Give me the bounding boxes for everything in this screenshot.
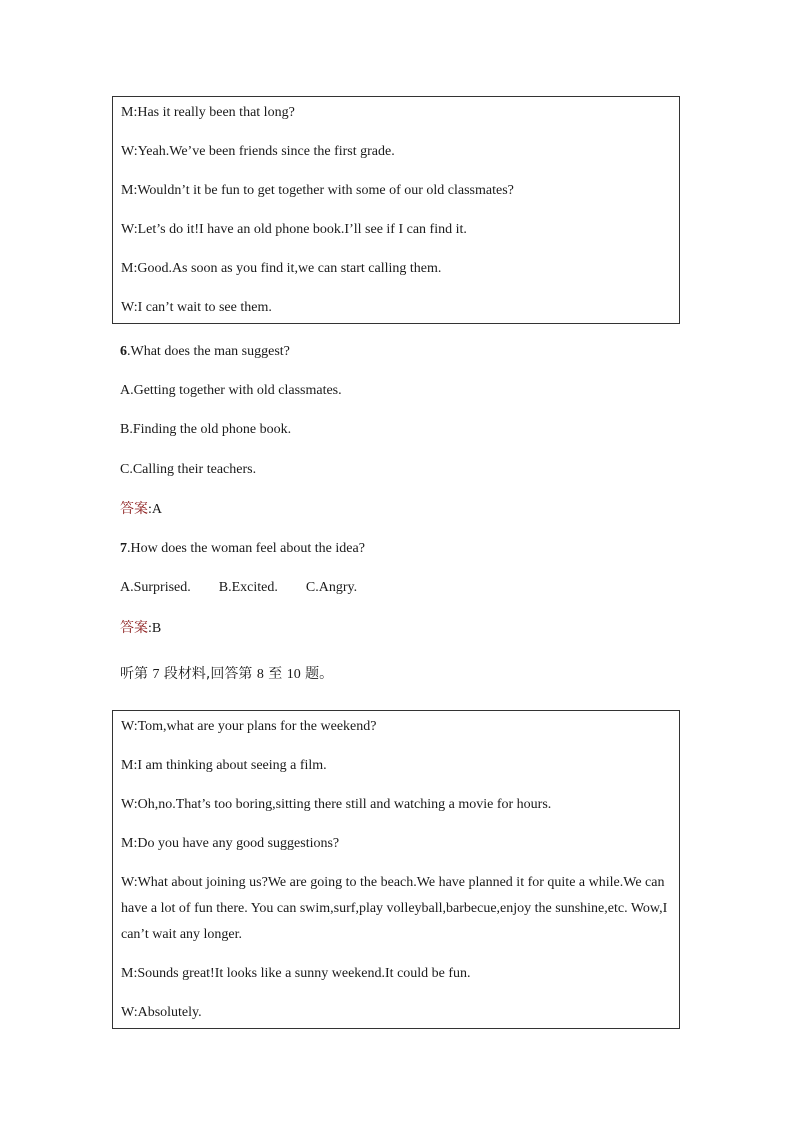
q7-option-c: C.Angry. — [305, 580, 358, 595]
heading-number: 7 — [152, 667, 160, 682]
q7-option-a: A.Surprised. — [120, 580, 191, 595]
section-heading — [120, 662, 333, 687]
question-number: 6 — [120, 344, 127, 359]
question-number: 7 — [120, 541, 127, 556]
dialogue-line: M:Sounds great!It looks like a sunny weekend.It could be fun. — [121, 966, 471, 981]
dialogue-line: W:Yeah.We’ve been friends since the first grade. — [121, 144, 395, 159]
heading-text: 至 — [263, 666, 287, 682]
answer-label: 答案 — [120, 620, 148, 636]
answer-value: :A — [148, 502, 162, 517]
heading-text: 听第 — [120, 666, 153, 682]
dialogue-line: M:Has it really been that long? — [121, 105, 295, 120]
dialogue-line: M:I am thinking about seeing a film. — [121, 758, 327, 773]
dialogue-line: W:Let’s do it!I have an old phone book.I’ll see if I can find it. — [121, 222, 467, 237]
heading-text: 段材料,回答第 — [159, 666, 257, 682]
dialogue-line: M:Good.As soon as you find it,we can start calling them. — [121, 261, 442, 276]
heading-number: 10 — [286, 667, 301, 682]
q7-options — [120, 578, 385, 598]
dialogue-box-1 — [112, 96, 680, 324]
q6-option-c: C.Calling their teachers. — [120, 462, 257, 477]
q6-option-b: B.Finding the old phone book. — [120, 422, 292, 437]
heading-number: 8 — [256, 667, 264, 682]
heading-text: 题。 — [300, 666, 334, 682]
dialogue-line: W:Absolutely. — [121, 1005, 202, 1020]
q6-option-a: A.Getting together with old classmates. — [120, 383, 342, 398]
answer-label: 答案 — [120, 501, 148, 517]
answer-value: :B — [148, 621, 162, 636]
dialogue-box-2 — [112, 710, 680, 1029]
dialogue-line: M:Wouldn’t it be fun to get together with some of our old classmates? — [121, 183, 514, 198]
q7-option-b: B.Excited. — [218, 580, 278, 595]
q7-answer — [120, 618, 161, 639]
question-6 — [120, 342, 290, 362]
question-text: .How does the woman feel about the idea? — [127, 541, 365, 556]
dialogue-line: W:I can’t wait to see them. — [121, 300, 272, 315]
question-text: .What does the man suggest? — [127, 344, 290, 359]
dialogue-line: M:Do you have any good suggestions? — [121, 836, 340, 851]
question-7 — [120, 539, 365, 559]
dialogue-line: W:Tom,what are your plans for the weekend? — [121, 719, 377, 734]
q6-answer — [120, 499, 162, 520]
dialogue-line: W:Oh,no.That’s too boring,sitting there still and watching a movie for hours. — [121, 797, 552, 812]
dialogue-line: W:What about joining us?We are going to the beach.We have planned it for quite a while.We can have a lot of fun there. You can swim,surf,play volleyball,barbecue,enjoy the sunshine,etc. Wow,I can’t wait any longer. — [121, 875, 668, 942]
